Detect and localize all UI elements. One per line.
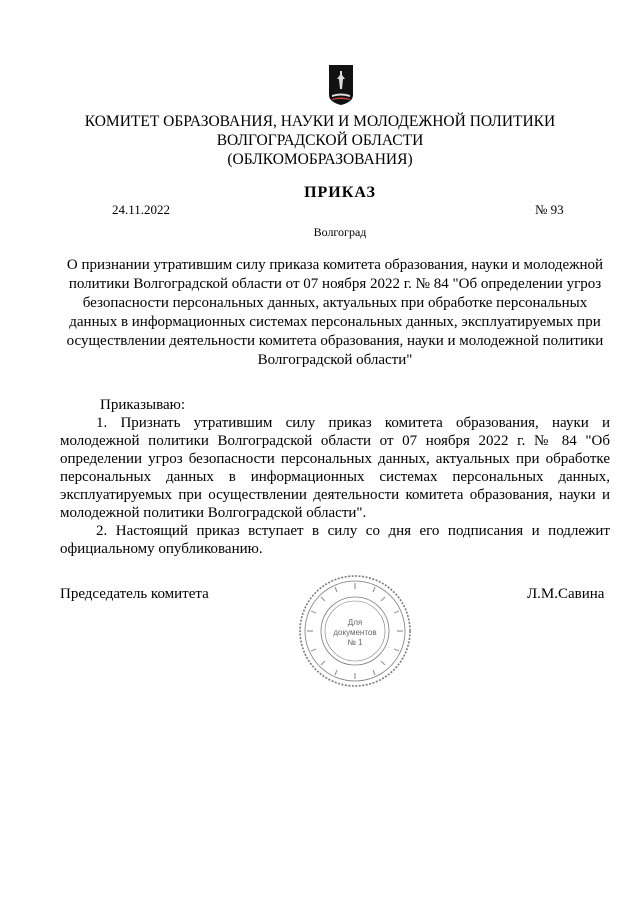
signatory-title: Председатель комитета xyxy=(60,586,209,602)
organization-header xyxy=(0,112,640,169)
header-line-1: КОМИТЕТ ОБРАЗОВАНИЯ, НАУКИ И МОЛОДЕЖНОЙ ПОЛИТИКИ xyxy=(84,113,556,130)
signatory-name: Л.М.Савина xyxy=(527,586,605,602)
document-number: № 93 xyxy=(535,202,564,217)
stamp-center-line-3: № 1 xyxy=(347,638,363,647)
body-item-1: 1. Признать утратившим силу приказ комитета образования, науки и молодежной политики Волгоградской области от 07 ноября 2022 г. № 84 "Об определении угроз безопасности персональных данных, актуальных при обработке персональных данных в информационных системах персональных данных, эксплуатируемых при осуществлении деятельности комитета образования, науки и молодежной политики Волгоградской области". xyxy=(60,415,610,521)
body-lead: Приказываю: xyxy=(100,397,185,413)
official-seal xyxy=(297,573,413,689)
header-line-2: ВОЛГОГРАДСКОЙ ОБЛАСТИ xyxy=(216,132,424,149)
document-body xyxy=(60,396,610,558)
document-subject: О признании утратившим силу приказа комитета образования, науки и молодежной политики Волгоградской области от 07 ноября 2022 г. № 84 "Об определении угроз безопасности персональных данных, актуальных при обработке персональных данных в информационных системах персональных данных, эксплуатируемых при осуществлении деятельности комитета образования, науки и молодежной политики Волгоградской области" xyxy=(66,257,604,368)
document-date: 24.11.2022 xyxy=(112,202,171,217)
stamp-center-line-1: Для xyxy=(347,618,363,627)
body-item-2: 2. Настоящий приказ вступает в силу со дня его подписания и подлежит официальному опубликованию. xyxy=(60,523,610,557)
stamp-center-line-2: документов xyxy=(333,628,377,637)
header-line-3: (ОБЛКОМОБРАЗОВАНИЯ) xyxy=(227,151,413,168)
coat-of-arms-icon xyxy=(329,65,353,105)
document-title: ПРИКАЗ xyxy=(304,184,376,201)
document-city: Волгоград xyxy=(313,225,367,239)
